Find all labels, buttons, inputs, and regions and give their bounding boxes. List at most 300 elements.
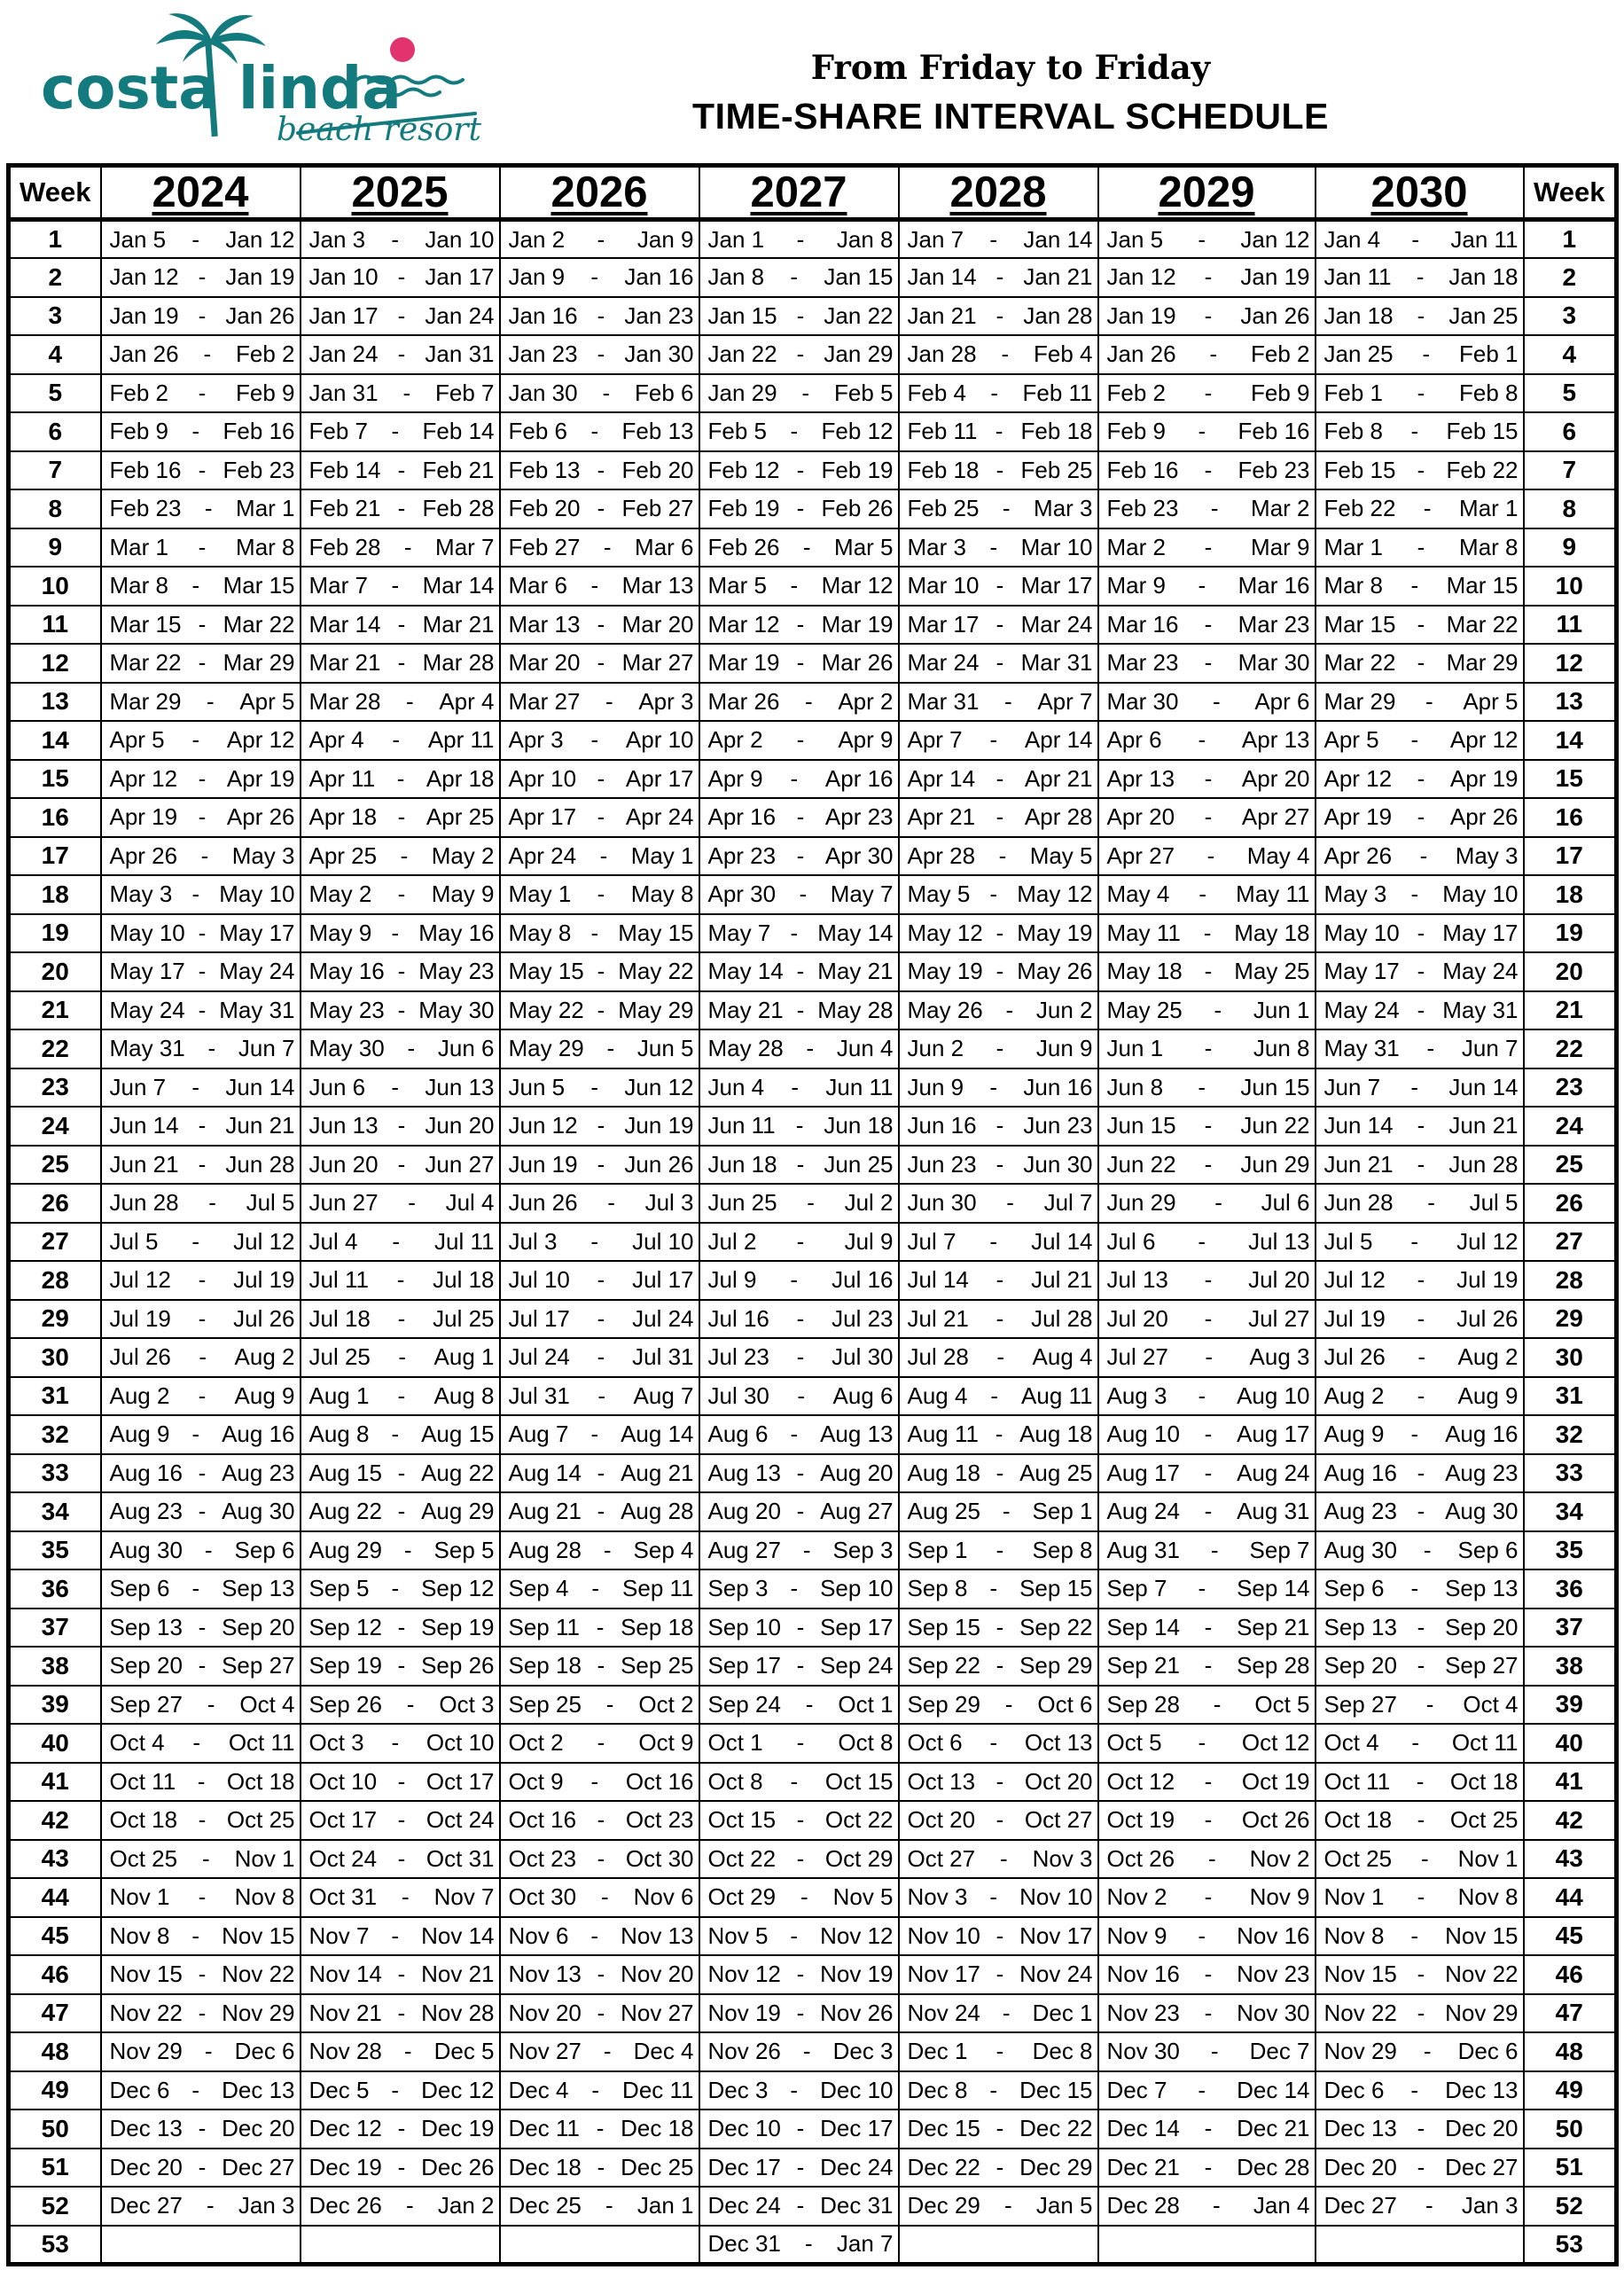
start-date: Dec 22 <box>907 2153 980 2180</box>
date-range-cell <box>101 798 301 837</box>
range-separator: - <box>1002 1498 1011 1525</box>
end-date: Apr 19 <box>226 764 295 792</box>
week-number-left: 50 <box>9 2110 101 2149</box>
end-date: Jan 1 <box>636 2192 694 2219</box>
range-separator: - <box>795 1112 804 1139</box>
range-separator: - <box>1417 1498 1425 1525</box>
date-range <box>700 418 898 445</box>
date-range-cell <box>101 451 301 490</box>
date-range-cell <box>301 2110 500 2149</box>
date-range-cell <box>301 837 500 876</box>
date-range-cell <box>500 2187 699 2226</box>
end-date: Jul 18 <box>433 1266 495 1294</box>
date-range <box>700 263 898 291</box>
start-date: Jan 26 <box>1106 340 1176 368</box>
range-separator: - <box>597 1652 605 1679</box>
date-range-cell <box>500 1068 699 1108</box>
start-date: Dec 29 <box>907 2192 980 2219</box>
date-range-cell <box>1098 2187 1316 2226</box>
table-row <box>9 567 1617 606</box>
year-label: 2026 <box>550 168 648 216</box>
end-date: Dec 5 <box>433 2038 495 2065</box>
week-number-left: 5 <box>9 374 101 413</box>
range-separator: - <box>396 1266 405 1294</box>
range-separator: - <box>1204 456 1213 483</box>
end-date: Mar 12 <box>821 572 894 599</box>
week-number-left: 25 <box>9 1146 101 1185</box>
date-range <box>900 649 1097 677</box>
range-separator: - <box>597 1382 606 1409</box>
date-range <box>102 1768 300 1796</box>
start-date: Sep 10 <box>707 1613 781 1640</box>
end-date: Feb 1 <box>1459 340 1519 368</box>
range-separator: - <box>191 1421 200 1448</box>
date-range-cell <box>500 1994 699 2033</box>
date-range <box>102 726 300 754</box>
range-separator: - <box>198 2115 207 2142</box>
start-date: Mar 12 <box>707 610 780 638</box>
date-range-cell <box>101 412 301 451</box>
end-date: Apr 26 <box>226 803 295 831</box>
week-number-left: 6 <box>9 412 101 451</box>
start-date: Nov 19 <box>707 1999 781 2026</box>
date-range-cell <box>101 2187 301 2226</box>
range-separator: - <box>1419 841 1428 869</box>
range-separator: - <box>597 610 605 638</box>
end-date: Jan 15 <box>824 263 894 291</box>
range-separator: - <box>597 1304 605 1332</box>
end-date: Jun 20 <box>425 1112 495 1139</box>
end-date: Aug 31 <box>1237 1498 1310 1525</box>
date-range-cell <box>101 837 301 876</box>
date-range <box>301 1575 499 1602</box>
date-range <box>301 611 499 638</box>
date-range <box>301 881 499 908</box>
end-date: Jul 10 <box>632 1227 694 1255</box>
range-separator: - <box>1204 1150 1213 1178</box>
date-range <box>301 1460 499 1487</box>
end-date: May 22 <box>618 958 694 985</box>
range-separator: - <box>1204 1304 1213 1332</box>
week-number-left: 28 <box>9 1261 101 1300</box>
end-date: Nov 15 <box>222 1922 295 1949</box>
start-date: May 15 <box>508 958 584 985</box>
date-range-cell <box>301 991 500 1030</box>
start-date: Apr 20 <box>1106 803 1175 831</box>
range-separator: - <box>397 1150 406 1178</box>
end-date: Nov 8 <box>1457 1883 1519 1911</box>
date-range <box>1316 726 1523 754</box>
date-range <box>102 1883 300 1911</box>
end-date: Feb 23 <box>223 456 295 483</box>
end-date: Feb 2 <box>236 340 295 368</box>
range-separator: - <box>995 1961 1004 1988</box>
date-range-cell <box>899 2110 1098 2149</box>
range-separator: - <box>790 1922 799 1949</box>
date-range-cell <box>500 2110 699 2149</box>
week-number-right: 49 <box>1524 2071 1617 2110</box>
end-date: Nov 10 <box>1019 1883 1093 1911</box>
range-separator: - <box>790 418 799 445</box>
start-date: Jul 18 <box>308 1304 371 1332</box>
start-date: Dec 13 <box>109 2115 183 2142</box>
end-date: Dec 19 <box>421 2115 495 2142</box>
end-date: May 7 <box>830 881 894 908</box>
date-range-cell <box>899 798 1098 837</box>
end-date: Feb 26 <box>821 495 894 522</box>
range-separator: - <box>1410 726 1419 754</box>
end-date: Jan 18 <box>1448 263 1519 291</box>
date-range-cell <box>301 914 500 953</box>
date-range-cell <box>301 683 500 722</box>
start-date: Jun 21 <box>1323 1150 1394 1178</box>
range-separator: - <box>1209 340 1218 368</box>
range-separator: - <box>198 1961 207 1988</box>
table-row <box>9 374 1617 413</box>
range-separator: - <box>1204 1999 1213 2026</box>
start-date: Jun 21 <box>109 1150 179 1178</box>
start-date: May 2 <box>308 881 372 908</box>
date-range <box>501 2038 699 2065</box>
end-date: Aug 30 <box>1445 1498 1519 1525</box>
end-date: Oct 22 <box>824 1806 894 1834</box>
end-date: Mar 9 <box>1251 533 1310 560</box>
week-number-left: 17 <box>9 837 101 876</box>
date-range-cell <box>899 1917 1098 1956</box>
date-range <box>900 1266 1097 1294</box>
date-range <box>900 2192 1097 2219</box>
date-range-cell <box>699 683 899 722</box>
date-range <box>700 1228 898 1256</box>
date-range <box>301 1691 499 1718</box>
range-separator: - <box>995 1767 1004 1795</box>
date-range-cell <box>899 1492 1098 1531</box>
range-separator: - <box>796 996 805 1023</box>
date-range-cell <box>1316 760 1524 799</box>
week-number-left: 29 <box>9 1300 101 1339</box>
date-range-cell <box>301 567 500 606</box>
start-date: Jun 11 <box>707 1112 776 1139</box>
date-range-cell <box>1316 1878 1524 1917</box>
end-date: May 1 <box>630 841 694 869</box>
date-range-cell <box>500 1492 699 1531</box>
range-separator: - <box>597 1729 605 1757</box>
week-number-left: 22 <box>9 1029 101 1068</box>
start-date: Apr 21 <box>907 803 976 831</box>
date-range-cell <box>301 1609 500 1648</box>
week-number-right: 53 <box>1524 2226 1617 2265</box>
end-date: Mar 29 <box>223 649 295 677</box>
date-range-cell <box>899 258 1098 297</box>
date-range-cell <box>1316 1107 1524 1146</box>
start-date: May 24 <box>1323 996 1400 1023</box>
date-range-cell <box>301 1763 500 1802</box>
date-range <box>102 1729 300 1757</box>
range-separator: - <box>198 2153 207 2180</box>
date-range <box>102 1151 300 1178</box>
end-date: Sep 10 <box>820 1575 894 1602</box>
week-number-right: 31 <box>1524 1377 1617 1416</box>
date-range <box>700 2038 898 2065</box>
date-range <box>1316 1845 1523 1873</box>
date-range-cell <box>1316 798 1524 837</box>
year-label: 2030 <box>1370 168 1468 216</box>
start-date: Jun 26 <box>508 1189 578 1217</box>
range-separator: - <box>1410 1922 1419 1949</box>
week-number-left: 3 <box>9 297 101 336</box>
end-date: Jul 31 <box>632 1343 694 1371</box>
date-range-cell <box>301 2032 500 2071</box>
range-separator: - <box>198 533 207 560</box>
range-separator: - <box>995 418 1003 445</box>
date-range <box>301 1382 499 1410</box>
date-range <box>1099 881 1315 908</box>
start-date: Sep 25 <box>508 1690 582 1718</box>
range-separator: - <box>1417 610 1425 638</box>
end-date: Mar 10 <box>1020 533 1093 560</box>
range-separator: - <box>601 1883 609 1911</box>
date-range <box>900 2000 1097 2027</box>
end-date: Mar 6 <box>635 533 694 560</box>
end-date: Jun 23 <box>1023 1112 1093 1139</box>
date-range <box>301 803 499 831</box>
start-date: Feb 14 <box>308 456 381 483</box>
start-date: Aug 8 <box>308 1421 370 1448</box>
range-separator: - <box>1204 1767 1213 1795</box>
start-date: Aug 18 <box>907 1459 980 1486</box>
date-range-cell <box>699 567 899 606</box>
date-range <box>1316 649 1523 677</box>
start-date: Apr 24 <box>508 841 577 869</box>
end-date: Feb 13 <box>621 418 694 445</box>
range-separator: - <box>198 1266 207 1294</box>
start-date: Nov 10 <box>907 1922 980 1949</box>
date-range-cell <box>899 991 1098 1030</box>
range-separator: - <box>995 1304 1004 1332</box>
date-range-cell <box>101 1994 301 2033</box>
start-date: Jun 20 <box>308 1150 379 1178</box>
date-range <box>301 1112 499 1139</box>
date-range-cell <box>699 2149 899 2188</box>
table-row <box>9 991 1617 1030</box>
start-date: Apr 13 <box>1106 764 1175 792</box>
end-date: Nov 28 <box>421 1999 495 2026</box>
end-date: Jun 4 <box>836 1035 894 1062</box>
end-date: Mar 5 <box>834 533 894 560</box>
end-date: May 31 <box>219 996 295 1023</box>
date-range <box>700 340 898 368</box>
date-range-cell <box>899 2071 1098 2110</box>
start-date: Jan 25 <box>1323 340 1394 368</box>
date-range <box>1099 803 1315 831</box>
date-range-cell <box>101 258 301 297</box>
date-range-cell <box>500 1338 699 1377</box>
week-number-left: 34 <box>9 1492 101 1531</box>
start-date: May 30 <box>308 1035 385 1062</box>
date-range <box>900 572 1097 599</box>
start-date: Aug 14 <box>508 1459 582 1486</box>
range-separator: - <box>397 2115 406 2142</box>
start-date: Mar 8 <box>109 572 168 599</box>
start-date: Apr 10 <box>508 764 577 792</box>
start-date: Aug 2 <box>109 1382 170 1409</box>
start-date: May 16 <box>308 958 385 985</box>
start-date: Nov 29 <box>109 2038 183 2065</box>
end-date: May 24 <box>219 958 295 985</box>
date-range-cell <box>500 1415 699 1454</box>
start-date: Feb 1 <box>1323 379 1383 406</box>
start-date: Aug 20 <box>707 1498 781 1525</box>
range-separator: - <box>995 1035 1004 1062</box>
date-range <box>1316 302 1523 330</box>
date-range-cell <box>1098 683 1316 722</box>
start-date: Aug 29 <box>308 1536 382 1563</box>
date-range-cell <box>500 991 699 1030</box>
date-range <box>1099 997 1315 1024</box>
start-date: Oct 11 <box>109 1767 176 1795</box>
table-row <box>9 606 1617 645</box>
range-separator: - <box>1417 1883 1425 1911</box>
date-range-cell <box>301 1878 500 1917</box>
end-date: Jun 7 <box>1461 1035 1519 1062</box>
range-separator: - <box>799 881 808 908</box>
table-row <box>9 1840 1617 1879</box>
date-range-cell <box>1316 297 1524 336</box>
date-range <box>700 1883 898 1911</box>
range-separator: - <box>796 726 805 754</box>
end-date: Aug 24 <box>1237 1459 1310 1486</box>
date-range <box>900 1652 1097 1679</box>
date-range-cell <box>301 1415 500 1454</box>
range-separator: - <box>397 1382 406 1409</box>
date-range-cell <box>301 528 500 568</box>
date-range-cell <box>500 1107 699 1146</box>
date-range-cell <box>699 1492 899 1531</box>
start-date: Sep 20 <box>1323 1652 1397 1679</box>
range-separator: - <box>805 2230 813 2257</box>
date-range <box>900 1537 1097 1564</box>
end-date: Apr 24 <box>625 803 694 831</box>
week-number-left: 26 <box>9 1184 101 1223</box>
date-range <box>301 2077 499 2104</box>
date-range-cell <box>101 2226 301 2265</box>
end-date: Dec 24 <box>820 2153 894 2180</box>
range-separator: - <box>191 225 200 253</box>
date-range-cell <box>1316 1994 1524 2033</box>
date-range <box>900 1074 1097 1101</box>
date-range-cell <box>899 1223 1098 1262</box>
end-date: Mar 22 <box>223 610 295 638</box>
range-separator: - <box>1198 726 1206 754</box>
date-range-cell <box>500 2071 699 2110</box>
table-row <box>9 1994 1617 2033</box>
end-date: Mar 1 <box>236 495 295 522</box>
end-date: Mar 13 <box>621 572 694 599</box>
date-range-cell <box>101 1338 301 1377</box>
date-range-cell <box>301 1569 500 1609</box>
week-number-left: 15 <box>9 760 101 799</box>
range-separator: - <box>391 225 400 253</box>
range-separator: - <box>1417 1999 1425 2026</box>
date-range-cell <box>301 1647 500 1686</box>
start-date: Sep 19 <box>308 1652 382 1679</box>
date-range <box>700 380 898 407</box>
date-range <box>1316 842 1523 870</box>
week-number-left: 9 <box>9 528 101 568</box>
start-date: Nov 9 <box>1106 1922 1167 1949</box>
date-range-cell <box>699 1763 899 1802</box>
range-separator: - <box>403 533 412 560</box>
end-date: Jun 1 <box>1253 996 1310 1023</box>
date-range-cell <box>899 644 1098 683</box>
date-range-cell <box>699 2226 899 2265</box>
range-separator: - <box>202 1844 210 1872</box>
date-range <box>1316 457 1523 484</box>
date-range-cell <box>500 528 699 568</box>
date-range <box>1099 2192 1315 2219</box>
date-range <box>700 1151 898 1178</box>
end-date: Nov 1 <box>234 1844 295 1872</box>
range-separator: - <box>1417 1343 1426 1371</box>
end-date: Aug 25 <box>1019 1459 1093 1486</box>
range-separator: - <box>1425 687 1433 715</box>
date-range-cell <box>500 914 699 953</box>
date-range-cell <box>1098 1569 1316 1609</box>
start-date: Aug 27 <box>707 1536 781 1563</box>
date-range <box>1316 1228 1523 1256</box>
range-separator: - <box>796 1806 805 1834</box>
date-range-cell <box>301 952 500 991</box>
date-range <box>1316 1922 1523 1950</box>
date-range-cell <box>899 606 1098 645</box>
date-range-cell <box>899 1609 1098 1648</box>
range-separator: - <box>397 301 406 329</box>
date-range <box>1316 1343 1523 1371</box>
range-separator: - <box>995 263 1004 291</box>
range-separator: - <box>591 2076 600 2103</box>
week-number-left: 46 <box>9 1955 101 1994</box>
range-separator: - <box>995 301 1004 329</box>
range-separator: - <box>995 610 1004 638</box>
range-separator: - <box>1417 996 1425 1023</box>
end-date: Sep 25 <box>621 1652 694 1679</box>
range-separator: - <box>603 533 612 560</box>
table-row <box>9 1223 1617 1262</box>
range-separator: - <box>1417 533 1425 560</box>
start-date: Sep 3 <box>707 1575 769 1602</box>
range-separator: - <box>204 495 213 522</box>
end-date: Apr 23 <box>824 803 894 831</box>
date-range <box>501 1652 699 1679</box>
end-date: Apr 27 <box>1241 803 1310 831</box>
start-date: Mar 21 <box>308 649 381 677</box>
date-range <box>1316 340 1523 368</box>
date-range <box>1099 1883 1315 1911</box>
date-range-cell <box>699 1878 899 1917</box>
date-range-cell <box>699 2071 899 2110</box>
start-date: May 24 <box>109 996 185 1023</box>
week-number-left: 41 <box>9 1763 101 1802</box>
date-range-cell <box>301 1686 500 1725</box>
week-number-left: 42 <box>9 1801 101 1840</box>
date-range <box>102 1382 300 1410</box>
week-number-left: 33 <box>9 1454 101 1493</box>
start-date: Oct 18 <box>109 1806 178 1834</box>
date-range-cell <box>1316 2032 1524 2071</box>
table-row <box>9 1107 1617 1146</box>
date-range-cell <box>101 1569 301 1609</box>
date-range <box>301 688 499 716</box>
